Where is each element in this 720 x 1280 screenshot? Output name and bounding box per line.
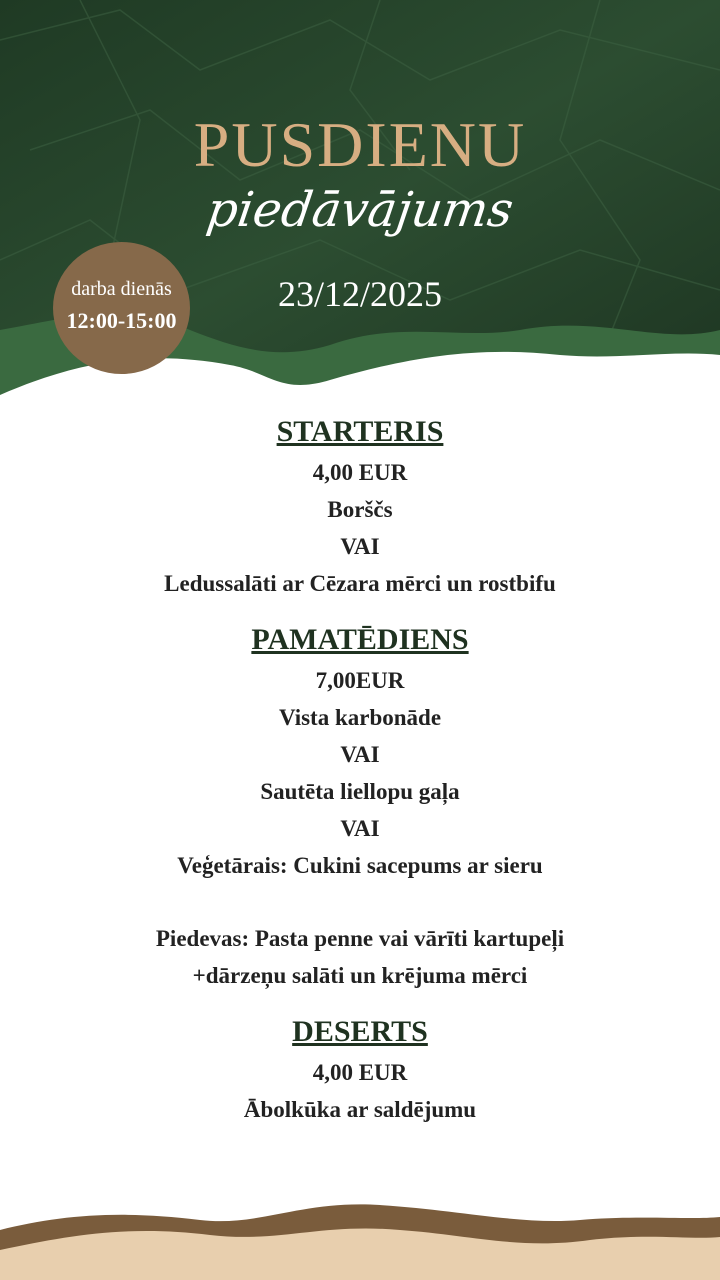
starter-price: 4,00 EUR bbox=[312, 460, 408, 485]
starter-item: Ledussalāti ar Cēzara mērci un rostbifu bbox=[164, 571, 556, 596]
section-heading-main: PAMATĒDIENS bbox=[251, 623, 469, 656]
or-separator: VAI bbox=[340, 742, 380, 767]
main-item-vegetarian: Veģetārais: Cukini sacepums ar sieru bbox=[177, 853, 543, 878]
or-separator: VAI bbox=[340, 534, 380, 559]
menu-date: 23/12/2025 bbox=[277, 274, 442, 314]
section-heading-starter: STARTERIS bbox=[276, 415, 444, 448]
hours-badge-time: 12:00-15:00 bbox=[66, 308, 177, 333]
header-banner bbox=[0, 0, 720, 420]
page-title: PUSDIENU bbox=[193, 109, 527, 180]
starter-item: Borščs bbox=[327, 497, 393, 522]
section-heading-dessert: DESERTS bbox=[292, 1015, 428, 1048]
hours-badge bbox=[53, 242, 190, 374]
footer-paper-wave bbox=[0, 1195, 720, 1280]
main-sides: +dārzeņu salāti un krējuma mērci bbox=[192, 963, 528, 988]
dessert-price: 4,00 EUR bbox=[312, 1060, 408, 1085]
main-item: Vista karbonāde bbox=[278, 705, 442, 730]
dessert-item: Ābolkūka ar saldējumu bbox=[243, 1097, 477, 1122]
main-sides: Piedevas: Pasta penne vai vārīti kartupeļi bbox=[155, 926, 565, 951]
or-separator: VAI bbox=[340, 816, 380, 841]
main-item: Sautēta liellopu gaļa bbox=[260, 779, 460, 804]
hours-badge-label: darba dienās bbox=[71, 278, 172, 300]
menu-content bbox=[0, 410, 720, 1128]
main-price: 7,00EUR bbox=[315, 668, 405, 693]
page-subtitle: piedāvājums bbox=[203, 182, 517, 238]
